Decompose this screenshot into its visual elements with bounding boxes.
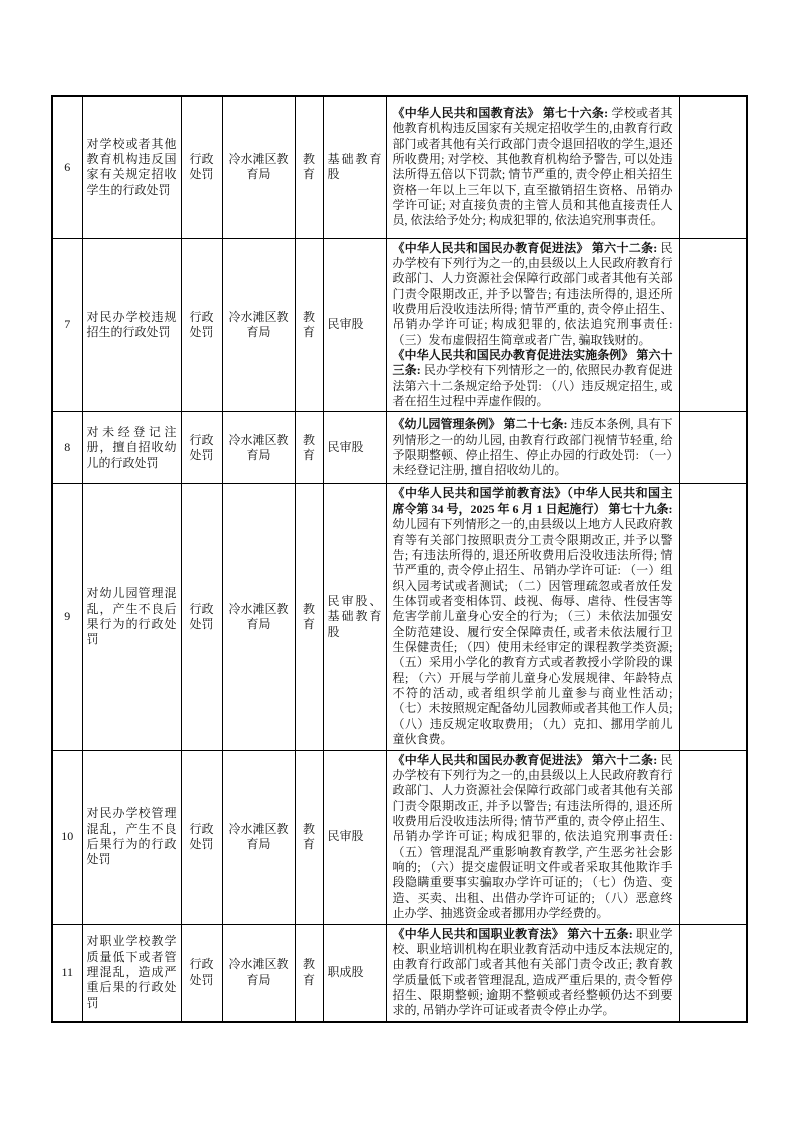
cell-row-number: 9: [52, 484, 82, 750]
cell-row-number: 7: [52, 238, 82, 412]
cell-responsible-section: 民审股: [323, 238, 386, 412]
cell-implementing-agency: 冷水滩区教育局: [222, 750, 295, 924]
cell-remark: [679, 96, 747, 238]
table-row: [52, 750, 747, 924]
cell-remark: [679, 750, 747, 924]
cell-item-name: 对未经登记注册，擅自招收幼儿的行政处罚: [82, 412, 181, 484]
table-row: [52, 238, 747, 412]
cell-responsible-section: 民审股、基础教育股: [323, 484, 386, 750]
legal-basis-paragraph: 《幼儿园管理条例》 第二十七条: 违反本条例, 具有下列情形之一的幼儿园, 由教育行政部门视情节轻重, 给予限期整顿、停止招生、停止办园的行政处罚: （一）未经登记注册, 擅自招收幼儿的。: [392, 417, 673, 478]
cell-legal-basis: [386, 412, 679, 484]
cell-implementing-agency: 冷水滩区教育局: [222, 484, 295, 750]
cell-responsible-section: 民审股: [323, 750, 386, 924]
legal-basis-law-title: 《中华人民共和国职业教育法》 第六十五条:: [392, 926, 633, 941]
cell-item-name: 对学校或者其他教育机构违反国家有关规定招收学生的行政处罚: [82, 96, 181, 238]
table-row: [52, 96, 747, 238]
cell-implementing-agency: 冷水滩区教育局: [222, 96, 295, 238]
cell-legal-basis: [386, 924, 679, 1022]
table-row: [52, 484, 747, 750]
legal-basis-law-title: 《中华人民共和国民办教育促进法》 第六十二条:: [392, 752, 658, 767]
legal-basis-paragraph: 《中华人民共和国民办教育促进法实施条例》 第六十三条: 民办学校有下列情形之一的, 依照民办教育促进法第六十二条规定给予处罚: （八）违反规定招生, 或者在招生过程中弄虚作假的。: [392, 348, 673, 409]
cell-power-type: 行政处罚: [181, 484, 222, 750]
cell-row-number: 11: [52, 924, 82, 1022]
cell-remark: [679, 238, 747, 412]
cell-department: 教育: [295, 750, 323, 924]
cell-item-name: 对职业学校教学质量低下或者管理混乱，造成严重后果的行政处罚: [82, 924, 181, 1022]
legal-basis-paragraph: 《中华人民共和国教育法》 第七十六条: 学校或者其他教育机构违反国家有关规定招收学生的,由教育行政部门或者其他有关行政部门责令退回招收的学生,退还所收费用; 对学校、其他教育机构给予警告, 可以处违法所得五倍以下罚款; 情节严重的, 责令停止相关招生资格一年以上三年以下, 直至撤销招生资格、吊销办学许可证; 对直接负责的主管人员和其他直接责任人员, 依法给予处分; 构成犯罪的, 依法追究刑事责任。: [392, 105, 673, 228]
cell-item-name: 对民办学校管理混乱，产生不良后果行为的行政处罚: [82, 750, 181, 924]
cell-legal-basis: [386, 238, 679, 412]
cell-item-name: 对民办学校违规招生的行政处罚: [82, 238, 181, 412]
legal-basis-law-title: 《中华人民共和国民办教育促进法实施条例》 第六十三条:: [392, 348, 673, 378]
cell-responsible-section: 基础教育股: [323, 96, 386, 238]
legal-basis-paragraph: 《中华人民共和国学前教育法》（中华人民共和国主席令第 34 号，2025 年 6 月 1 日起施行） 第七十九条: 幼儿园有下列情形之一的,由县级以上地方人民政府教育等有关部门按照职责分工责令限期改正, 并予以警告; 有违法所得的, 退还所收费用后没收违法所得; 情节严重的, 责令停止招生、吊销办学许可证: （一）组织入园考试或者测试; （二）因管理疏忽或者放任发生体罚或者变相体罚、歧视、侮辱、虐待、性侵害等危害学前儿童身心安全的行为; （三）未依法加强安全防范建设、履行安全保障责任, 或者未依法履行卫生保健责任; （四）使用未经审定的课程教学类资源; （五）采用小学化的教育方式或者教授小学阶段的课程; （六）开展与学前儿童身心发展规律、年龄特点不符的活动, 或者组织学前儿童参与商业性活动; （七）未按照规定配备幼儿园教师或者其他工作人员; （八）违反规定收取费用; （九）克扣、挪用学前儿童伙食费。: [392, 486, 673, 747]
penalty-table: [51, 95, 748, 1023]
cell-department: 教育: [295, 924, 323, 1022]
cell-row-number: 6: [52, 96, 82, 238]
cell-legal-basis: [386, 750, 679, 924]
legal-basis-law-title: 《中华人民共和国教育法》 第七十六条:: [392, 105, 609, 120]
cell-department: 教育: [295, 412, 323, 484]
cell-power-type: 行政处罚: [181, 96, 222, 238]
legal-basis-paragraph: 《中华人民共和国民办教育促进法》 第六十二条: 民办学校有下列行为之一的,由县级以上人民政府教育行政部门、人力资源社会保障行政部门或者其他有关部门责令限期改正, 并予以警告; 有违法所得的, 退还所收费用后没收违法所得; 情节严重的, 责令停止招生、吊销办学许可证; 构成犯罪的, 依法追究刑事责任: （三）发布虚假招生简章或者广告, 骗取钱财的。: [392, 240, 673, 347]
cell-department: 教育: [295, 484, 323, 750]
legal-basis-paragraph: 《中华人民共和国民办教育促进法》 第六十二条: 民办学校有下列行为之一的,由县级以上人民政府教育行政部门、人力资源社会保障行政部门或者其他有关部门责令限期改正, 并予以警告; 有违法所得的, 退还所收费用后没收违法所得; 情节严重的, 责令停止招生、吊销办学许可证; 构成犯罪的, 依法追究刑事责任: （五）管理混乱严重影响教育教学, 产生恶劣社会影响的; （六）提交虚假证明文件或者采取其他欺诈手段隐瞒重要事实骗取办学许可证的; （七）伪造、变造、买卖、出租、出借办学许可证的; （八）恶意终止办学、抽逃资金或者挪用办学经费的。: [392, 752, 673, 921]
table-body: [52, 96, 747, 1022]
cell-implementing-agency: 冷水滩区教育局: [222, 412, 295, 484]
cell-legal-basis: [386, 96, 679, 238]
table-row: [52, 924, 747, 1022]
table-row: [52, 412, 747, 484]
cell-remark: [679, 412, 747, 484]
cell-implementing-agency: 冷水滩区教育局: [222, 238, 295, 412]
cell-legal-basis: [386, 484, 679, 750]
legal-basis-law-title: 《幼儿园管理条例》 第二十七条:: [392, 417, 568, 432]
cell-power-type: 行政处罚: [181, 412, 222, 484]
cell-remark: [679, 484, 747, 750]
cell-responsible-section: 民审股: [323, 412, 386, 484]
cell-power-type: 行政处罚: [181, 238, 222, 412]
legal-basis-paragraph: 《中华人民共和国职业教育法》 第六十五条: 职业学校、职业培训机构在职业教育活动中违反本法规定的, 由教育行政部门或者其他有关部门责令改正; 教育教学质量低下或者管理混乱, 造成严重后果的, 责令暂停招生、限期整顿; 逾期不整顿或者经整顿仍达不到要求的, 吊销办学许可证或者责令停止办学。: [392, 926, 673, 1018]
cell-row-number: 10: [52, 750, 82, 924]
cell-implementing-agency: 冷水滩区教育局: [222, 924, 295, 1022]
legal-basis-law-title: 《中华人民共和国民办教育促进法》 第六十二条:: [392, 240, 658, 255]
legal-basis-law-title: 《中华人民共和国学前教育法》（中华人民共和国主席令第 34 号，2025 年 6 月 1 日起施行） 第七十九条:: [392, 486, 673, 516]
cell-department: 教育: [295, 238, 323, 412]
cell-power-type: 行政处罚: [181, 750, 222, 924]
cell-department: 教育: [295, 96, 323, 238]
cell-responsible-section: 职成股: [323, 924, 386, 1022]
cell-row-number: 8: [52, 412, 82, 484]
cell-item-name: 对幼儿园管理混乱，产生不良后果行为的行政处罚: [82, 484, 181, 750]
cell-remark: [679, 924, 747, 1022]
cell-power-type: 行政处罚: [181, 924, 222, 1022]
